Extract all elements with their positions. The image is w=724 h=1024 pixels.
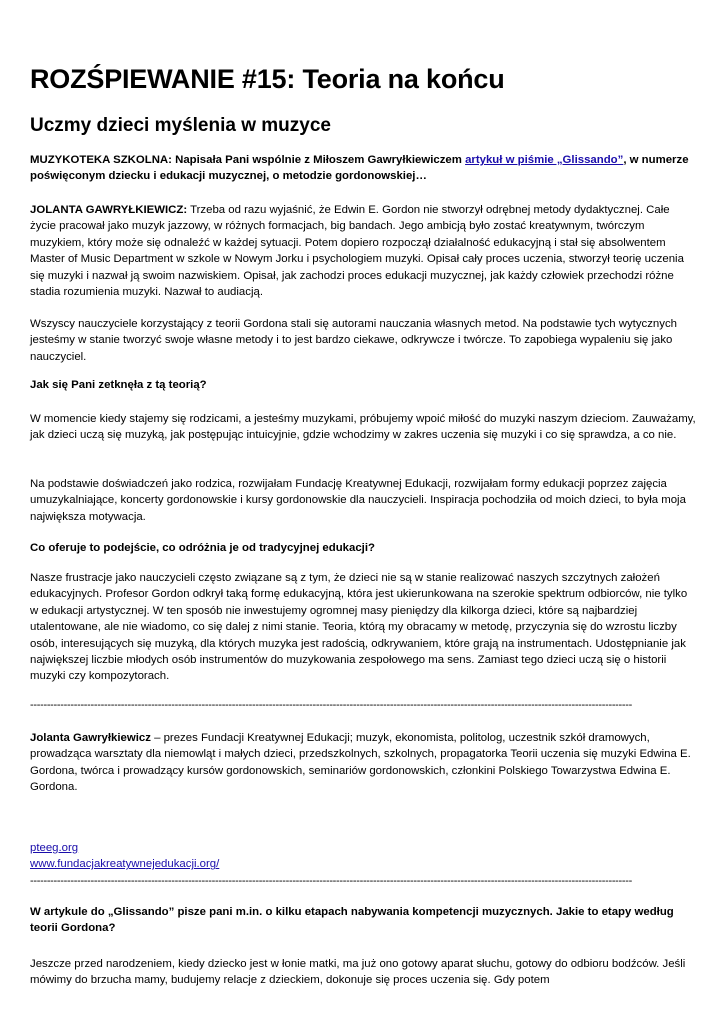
answer-1 (30, 202, 696, 300)
question-3-text: Co oferuje to podejście, co odróżnia je od tradycyjnej edukacji? (30, 542, 375, 554)
glissando-article-link[interactable]: artykuł w piśmie „Glissando” (465, 154, 624, 166)
paragraph-4: Na podstawie doświadczeń jako rodzica, rozwijałam Fundację Kreatywnej Edukacji, rozwijałam formy edukacji poprzez zajęcia umuzykalniające, koncerty gordonowskie i kursy gordonowskie dla nauczycieli. Inspiracja pochodziła od moich dzieci, to była moja największa motywacja. (30, 478, 686, 523)
author-bio (30, 730, 696, 796)
question-1 (30, 152, 696, 185)
question-4-text: W artykule do „Glissando” pisze pani m.in. o kilku etapach nabywania kompetencji muzycznych. Jakie to etapy według teorii Gordona? (30, 906, 674, 935)
paragraph-2: Wszyscy nauczyciele korzystający z teorii Gordona stali się autorami nauczania własnych metod. Na podstawie tych wytycznych jesteśmy w stanie tworzyć swoje własne metody i to jest bardzo ciekawe, odkrywcze i twórcze. To zapobiega wypaleniu się jako nauczyciel. (30, 318, 677, 363)
divider-1: ----------------------------------------------------------------------------------------------------------------------------------------------------------------------------------- (30, 699, 632, 711)
pteeg-link[interactable]: pteeg.org (30, 842, 79, 854)
divider-2: ----------------------------------------------------------------------------------------------------------------------------------------------------------------------------------- (30, 875, 632, 887)
fundacja-link[interactable]: www.fundacjakreatywnejedukacji.org/ (30, 858, 220, 871)
author-bio-text: – prezes Fundacji Kreatywnej Edukacji; muzyk, ekonomista, politolog, uczestnik szkół dramowych, prowadząca warsztaty dla niemowląt i małych dzieci, przedszkolnych, szkolnych, propagatorka Teorii uczenia się muzyki Edwina E. Gordona, twórca i prowadzący kursów gordonowskich, seminariów gordonowskich, członkini Polskiego Towarzystwa Edwina E. Gordona. (30, 732, 691, 794)
paragraph-5: Nasze frustracje jako nauczycieli często związane są z tym, że dzieci nie są w stanie realizować naszych szczytnych założeń edukacyjnych. Profesor Gordon odkrył taką formę edukacyjną, która jest ukierunkowana na szerokie spektrum odbiorców, nie tylko w edukacji artystycznej. W ten sposób nie inwestujemy ogromnej masy pieniędzy dla kilkorga dzieci, które są najbardziej utalentowane, ale nie wiadomo, co się dalej z nimi stanie. Teoria, którą my obracamy w metodę, przyczynia się do wzrostu liczby osób, interesujących się muzyką, dla których muzyka jest radością, odkrywaniem, które grają na instrumentach. Udostępnianie jak największej liczbie młodych osób instrumentów do muzykowania zespołowego ma sens. Zamiast tego dzieci uczą się o historii muzyki czy kompozytorach. (30, 572, 688, 683)
answer-1-text: Trzeba od razu wyjaśnić, że Edwin E. Gordon nie stworzył odrębnej metody dydaktycznej. Całe życie pracował jako muzyk jazzowy, w różnych formacjach, big bandach. Jego ambicją było zostać kreatywnym, twórczym muzykiem, który może się odnaleźć w każdej sytuacji. Potem dopiero rozpoczął działalność edukacyjną i stał się absolwentem Master of Music Department w szkole w Nowym Jorku i psychologiem muzyki. Opisał cały proces uczenia, stworzył teorię uczenia się muzyki i nazwał ją swoim nazwiskiem. Opisał, jak zachodzi proces edukacji muzycznej, jak każdy człowiek przechodzi różne stadia rozumienia muzyki. Nazwał to audiacją. (30, 204, 684, 299)
question-4 (30, 904, 696, 937)
page-subtitle: Uczmy dzieci myślenia w muzyce (30, 115, 331, 136)
question-2-text: Jak się Pani zetknęła z tą teorią? (30, 379, 207, 391)
author-bio-name: Jolanta Gawryłkiewicz (30, 732, 151, 744)
links-block (30, 840, 696, 873)
question-3 (30, 540, 696, 556)
question-1-text-b: , w numerze poświęconym dziecku i edukacji muzycznej, o metodzie gordonowskiej… (30, 154, 689, 183)
question-1-label: MUZYKOTEKA SZKOLNA: (30, 154, 172, 166)
question-1-text-a: Napisała Pani wspólnie z Miłoszem Gawryłkiewiczem (171, 154, 466, 166)
paragraph-3: W momencie kiedy stajemy się rodzicami, a jesteśmy muzykami, próbujemy wpoić miłość do muzyki naszym dzieciom. Zauważamy, jak dzieci uczą się muzyką, jak postępując intuicyjnie, gdzie wchodzimy w zakres uczenia się muzyki i co się sprawdza, a co nie. (30, 413, 696, 442)
page-title: ROZŚPIEWANIE #15: Teoria na końcu (30, 64, 505, 94)
question-2 (30, 377, 696, 393)
paragraph-6: Jeszcze przed narodzeniem, kiedy dziecko jest w łonie matki, ma już ono gotowy aparat słuchu, gotowy do odbioru bodźców. Jeśli mówimy do brzucha mamy, budujemy relacje z dzieckiem, dokonuje się proces uczenia się. Gdy potem (30, 958, 686, 987)
answer-1-label: JOLANTA GAWRYŁKIEWICZ: (30, 204, 188, 216)
